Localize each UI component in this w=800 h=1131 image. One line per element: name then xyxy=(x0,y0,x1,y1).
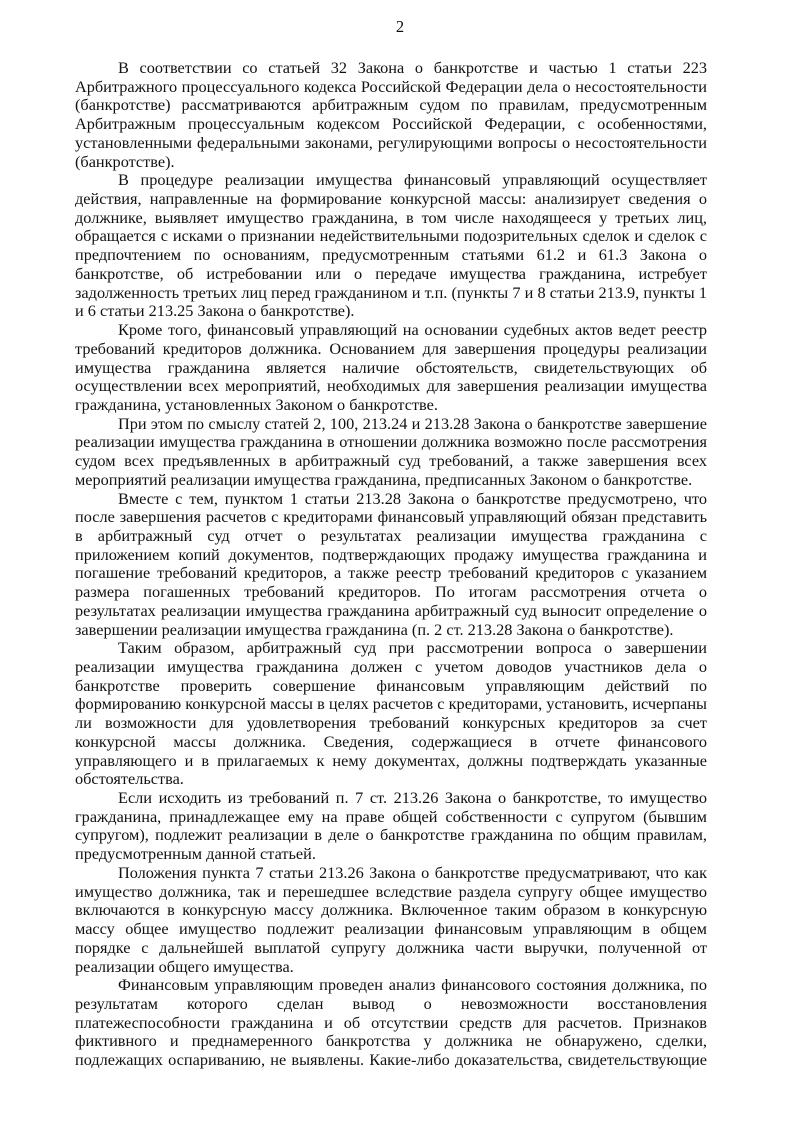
text-line: гражданина, принадлежащее ему на праве общей собственности с супругом (бывшим xyxy=(75,806,707,826)
text-line: завершении реализации имущества гражданина (п. 2 ст. 213.28 Закона о банкротстве). xyxy=(75,619,674,639)
text-line: размера погашенных требований кредиторов. По итогам рассмотрения отчета о xyxy=(75,582,707,602)
paragraph xyxy=(75,171,707,321)
text-line: погашение требований кредиторов, а также реестр требований кредиторов с указанием xyxy=(75,563,707,583)
text-line: конкурсной массы должника. Сведения, содержащиеся в отчете финансового xyxy=(75,731,707,751)
text-line: фиктивного и преднамеренного банкротства у должника не обнаружено, сделки, xyxy=(75,1031,707,1051)
text-line: реализации общего имущества. xyxy=(75,956,294,976)
text-line: Положения пункта 7 статьи 213.26 Закона о банкротстве предусматривают, что как xyxy=(118,862,707,882)
text-line: предусмотренным данной статьей. xyxy=(75,844,316,864)
text-line: судом всех предъявленных в арбитражный суд требований, а также завершения всех xyxy=(75,451,707,471)
text-line: Арбитражного процессуального кодекса Российской Федерации дела о несостоятельности xyxy=(75,76,707,96)
text-line: Вместе с тем, пунктом 1 статьи 213.28 Закона о банкротстве предусмотрено, что xyxy=(118,488,707,508)
text-line: в арбитражный суд отчет о результатах реализации имущества гражданина с xyxy=(75,525,707,545)
paragraph xyxy=(75,639,707,789)
text-line: приложением копий документов, подтверждающих продажу имущества гражданина и xyxy=(75,544,707,564)
text-line: Арбитражным процессуальным кодексом Российской Федерации, с особенностями, xyxy=(75,114,707,134)
text-line: порядке с дальнейшей выплатой супругу должника части выручки, полученной от xyxy=(75,937,707,957)
text-line: обстоятельства. xyxy=(75,769,184,789)
text-line: формированию конкурсной массы в целях расчетов с кредиторами, установить, исчерпаны xyxy=(75,694,707,714)
text-line: действия, направленные на формирование конкурсной массы: анализирует сведения о xyxy=(75,189,707,209)
text-line: В соответствии со статьей 32 Закона о банкротстве и частью 1 статьи 223 xyxy=(118,58,707,77)
paragraph xyxy=(75,490,707,640)
text-line: управляющего и в прилагаемых к нему документах, должны подтверждать указанные xyxy=(75,750,707,770)
text-line: банкротстве проверить совершение финансовым управляющим действий по xyxy=(75,675,707,695)
text-line: Финансовым управляющим проведен анализ финансового состояния должника, по xyxy=(118,975,707,995)
text-line: гражданина, установленных Законом о банкротстве. xyxy=(75,394,438,414)
text-line: платежеспособности гражданина и об отсутствии средств для расчетов. Признаков xyxy=(75,1012,707,1032)
text-line: результатах реализации имущества гражданина арбитражный суд выносит определение о xyxy=(75,600,707,620)
text-line: задолженность третьих лиц перед гражданином и т.п. (пункты 7 и 8 статьи 213.9, пункты 1 xyxy=(75,282,707,302)
text-line: (банкротстве) рассматриваются арбитражным судом по правилам, предусмотренным xyxy=(75,95,707,115)
text-line: В процедуре реализации имущества финансовый управляющий осуществляет xyxy=(118,170,707,190)
paragraph xyxy=(75,789,707,864)
page-number: 2 xyxy=(395,17,405,36)
text-line: подлежащих оспариванию, не выявлены. Какие-либо доказательства, свидетельствующие xyxy=(75,1050,707,1070)
text-line: имущества гражданина является наличие обстоятельств, свидетельствующих об xyxy=(75,357,707,377)
text-line: массу общее имущество подлежит реализации финансовым управляющим в общем xyxy=(75,919,707,939)
text-line: после завершения расчетов с кредиторами финансовый управляющий обязан представить xyxy=(75,507,707,527)
text-line: Если исходить из требований п. 7 ст. 213.26 Закона о банкротстве, то имущество xyxy=(118,788,707,808)
paragraph xyxy=(75,415,707,490)
document-body xyxy=(75,59,707,1070)
text-line: должнике, выявляет имущество гражданина, в том числе находящееся у третьих лиц, xyxy=(75,207,707,227)
paragraph xyxy=(75,59,707,171)
paragraph xyxy=(75,321,707,415)
text-line: результатам которого сделан вывод о невозможности восстановления xyxy=(75,993,707,1013)
text-line: и 6 статьи 213.25 Закона о банкротстве). xyxy=(75,301,355,321)
text-line: реализации имущества гражданина должен с учетом доводов участников дела о xyxy=(75,657,707,676)
text-line: обращается с исками о признании недействительными подозрительных сделок и сделок с xyxy=(75,226,707,246)
text-line: банкротстве, об истребовании или о передаче имущества гражданина, истребует xyxy=(75,263,707,283)
text-line: требований кредиторов должника. Основанием для завершения процедуры реализации xyxy=(75,338,707,358)
text-line: При этом по смыслу статей 2, 100, 213.24 и 213.28 Закона о банкротстве завершение xyxy=(118,413,707,433)
text-line: мероприятий реализации имущества гражданина, предписанных Законом о банкротстве. xyxy=(75,469,693,489)
text-line: супругом), подлежит реализации в деле о банкротстве гражданина по общим правилам, xyxy=(75,825,707,845)
paragraph xyxy=(75,864,707,976)
text-line: Таким образом, арбитражный суд при рассмотрении вопроса о завершении xyxy=(118,638,707,658)
text-line: ли возможности для удовлетворения требований конкурсных кредиторов за счет xyxy=(75,713,707,733)
text-line: реализации имущества гражданина в отношении должника возможно после рассмотрения xyxy=(75,432,707,452)
text-line: имущество должника, так и перешедшее вследствие раздела супругу общее имущество xyxy=(75,881,707,901)
text-line: установленными федеральными законами, регулирующими вопросы о несостоятельности xyxy=(75,132,707,152)
text-line: включаются в конкурсную массу должника. Включенное таким образом в конкурсную xyxy=(75,900,707,920)
text-line: осуществлении всех мероприятий, необходимых для завершения реализации имущества xyxy=(75,376,707,396)
text-line: (банкротстве). xyxy=(75,151,175,171)
text-line: предпочтением по основаниям, предусмотренным статьями 61.2 и 61.3 Закона о xyxy=(75,245,707,265)
text-line: Кроме того, финансовый управляющий на основании судебных актов ведет реестр xyxy=(118,320,707,340)
paragraph xyxy=(75,976,707,1070)
